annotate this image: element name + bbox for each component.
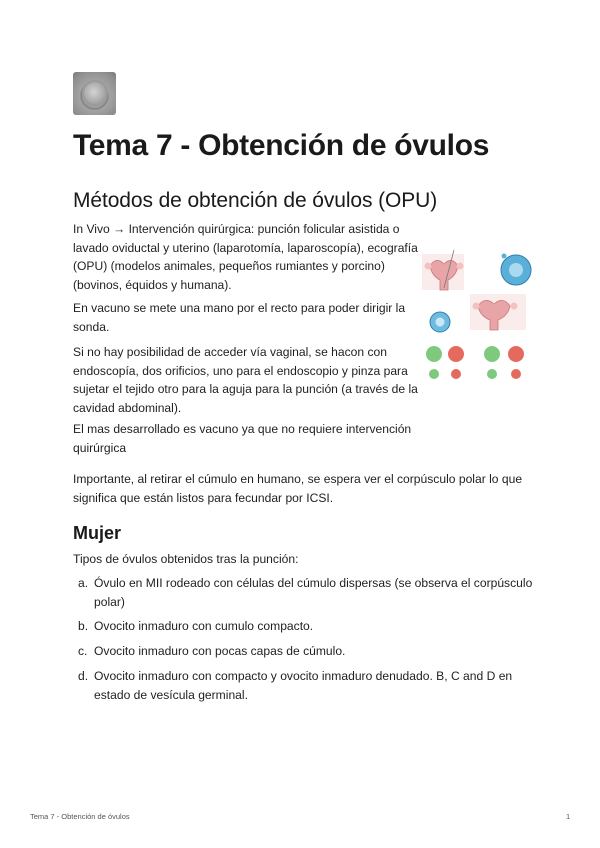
paragraph-corpusculo-polar: Importante, al retirar el cúmulo en humano, se espera ver el corpúsculo polar lo que significa que están listos para fecundar por ICSI. — [73, 472, 523, 505]
page-title: Tema 7 - Obtención de óvulos — [73, 129, 490, 162]
list-item — [73, 574, 533, 611]
section-heading-opu: Métodos de obtención de óvulos (OPU) — [73, 189, 438, 212]
list-item-text: Óvulo en MII rodeado con células del cúmulo dispersas (se observa el corpúsculo polar) — [94, 576, 533, 609]
paragraph-vacuno-desarrollado: El mas desarrollado es vacuno ya que no requiere intervención quirúrgica — [73, 422, 412, 455]
subsection-heading-mujer: Mujer — [73, 523, 122, 543]
uterus-illustration-middle — [470, 294, 526, 330]
list-item — [73, 642, 533, 661]
paragraph-in-vivo: In Vivo → Intervención quirúrgica: punción folicular asistida o lavado oviductal y uterino (laparotomía, laparoscopía), ecografía (OPU) (modelos animales, pequeños rumiantes y porcino) (bovinos, équidos y humana). — [73, 222, 418, 293]
footer-title: Tema 7 - Obtención de óvulos — [30, 812, 130, 821]
list-marker: d. — [78, 668, 89, 683]
paragraph-vacuno-recto: En vacuno se mete una mano por el recto para poder dirigir la sonda. — [73, 301, 406, 334]
list-item-text: Ovocito inmaduro con cumulo compacto. — [94, 619, 314, 634]
cell-stage-row-2 — [429, 369, 521, 379]
list-item-text: Ovocito inmaduro con compacto y ovocito inmaduro denudado. B, C and D en estado de vesícula germinal. — [94, 668, 513, 702]
oocyte-circle-right — [501, 254, 531, 286]
uterus-illustration-top — [422, 250, 464, 290]
list-marker: b. — [78, 619, 89, 634]
list-intro: Tipos de óvulos obtenidos tras la punción: — [73, 552, 299, 566]
footer-page-number: 1 — [566, 812, 571, 821]
oocyte-circle-left — [430, 312, 450, 332]
list-marker: c. — [78, 644, 88, 659]
paragraph-endoscopia: Si no hay posibilidad de acceder vía vaginal, se hacon con endoscopía, dos orificios, uno para el endoscopio y pinza para sujetar el tejido otro para la aguja para la punción (a través de la cavidad abdominal). — [73, 345, 418, 416]
cell-stage-row-1 — [426, 346, 524, 362]
list-item — [73, 667, 533, 704]
ovum-retrieval-illustration — [420, 232, 538, 380]
list-item-text: Ovocito inmaduro con pocas capas de cúmulo. — [94, 644, 346, 659]
list-item — [73, 617, 533, 636]
page-icon-oocyte-image — [73, 72, 116, 115]
oocyte-types-list — [73, 574, 533, 710]
list-marker: a. — [78, 576, 89, 590]
